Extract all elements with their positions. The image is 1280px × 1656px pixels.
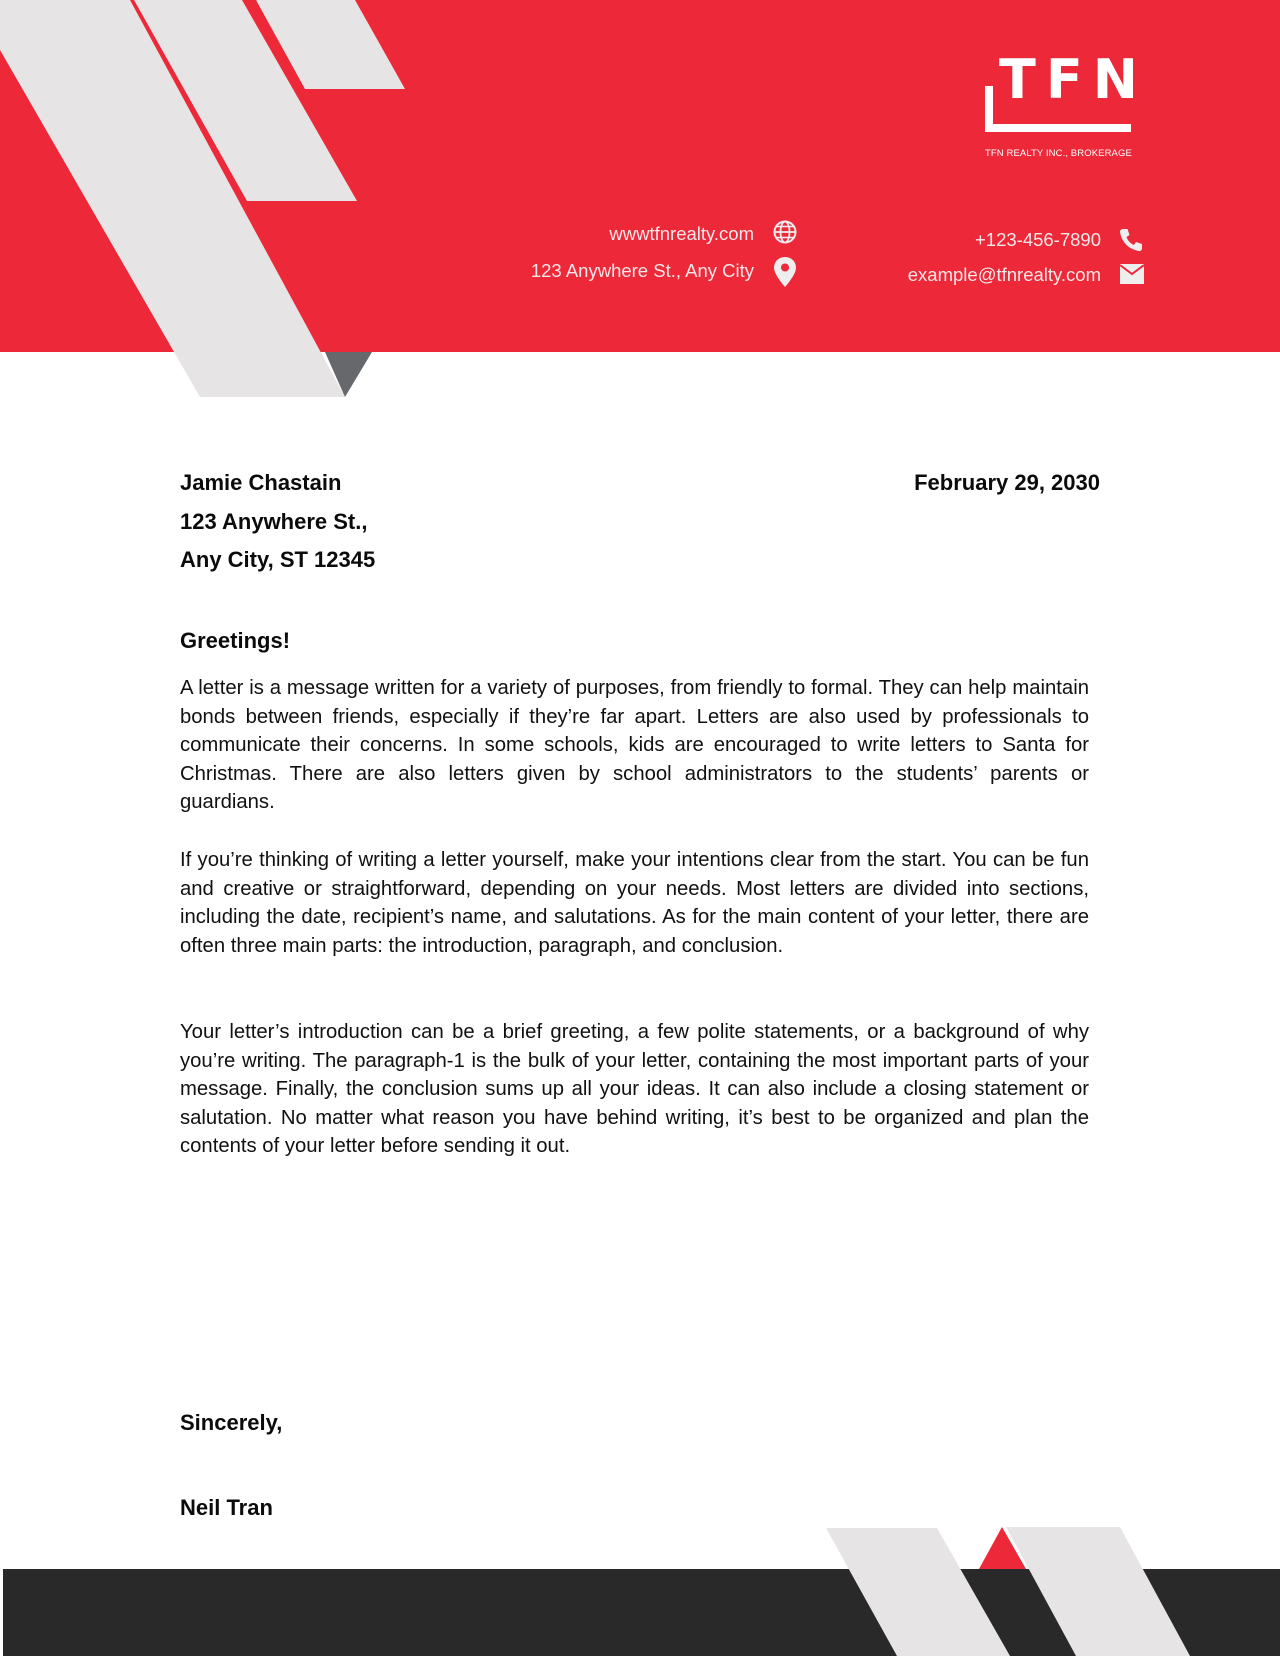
letter-date: February 29, 2030: [914, 470, 1100, 495]
body-paragraph-2: If you’re thinking of writing a letter yourself, make your intentions clear from the start. You can be fun and creative or straightforward, depending on your needs. Most letters are divided into sections, including the date, recipient’s name, and salutations. As for the main content of your letter, there are often three main parts: the introduction, paragraph, and conclusion.: [180, 849, 1089, 957]
globe-icon: [772, 219, 798, 245]
recipient-name: Jamie Chastain: [180, 470, 342, 495]
signature-name: Neil Tran: [180, 1495, 273, 1520]
recipient-street: 123 Anywhere St.,: [180, 509, 368, 534]
map-pin-icon: [772, 256, 798, 288]
greeting: Greetings!: [180, 628, 291, 653]
phone-text[interactable]: +123-456-7890: [974, 229, 1101, 250]
mail-icon: [1120, 264, 1144, 284]
logo-bracket-horizontal: [985, 124, 1131, 132]
body-paragraph-3: Your letter’s introduction can be a brief greeting, a few polite statements, or a background of why you’re writing. The paragraph-1 is the bulk of your letter, containing the most important parts of your message. Finally, the conclusion sums up all your ideas. It can also include a closing statement or salutation. No matter what reason you have behind writing, it’s best to be organized and plan the contents of your letter before sending it out.: [180, 1021, 1089, 1158]
phone-icon: [1118, 227, 1144, 253]
website-link[interactable]: wwwtfnrealty.com: [609, 223, 754, 244]
tfn-logo: [971, 18, 1148, 170]
closing: Sincerely,: [180, 1410, 283, 1435]
header-stripes-decoration: [0, 0, 420, 410]
logo-letters: TFN: [999, 48, 1148, 111]
body-paragraph-1: A letter is a message written for a variety of purposes, from friendly to formal. They can help maintain bonds between friends, especially if they’re far apart. Letters are also used by professionals to communicate their concerns. In some schools, kids are encouraged to write letters to Santa for Christmas. There are also letters given by school administrators to the students’ parents or guardians.: [180, 677, 1089, 814]
logo-tagline: TFN REALTY INC., BROKERAGE: [985, 148, 1132, 159]
recipient-city: Any City, ST 12345: [180, 547, 376, 572]
email-link[interactable]: example@tfnrealty.com: [907, 264, 1101, 285]
address-text: 123 Anywhere St., Any City: [530, 260, 754, 281]
footer-decoration: [0, 1500, 1280, 1656]
